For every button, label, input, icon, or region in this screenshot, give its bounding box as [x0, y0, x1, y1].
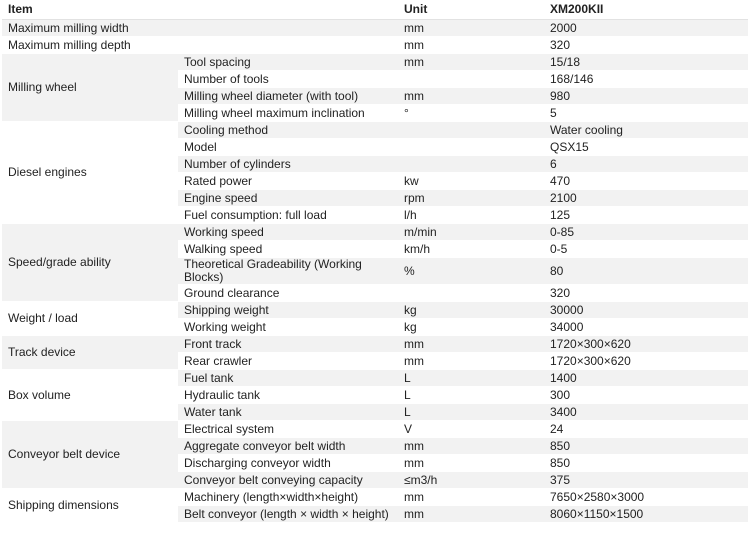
unit-cell: L: [398, 370, 544, 387]
header-row: [2, 0, 748, 20]
unit-cell: mm: [398, 20, 544, 37]
param-cell: Machinery (length×width×height): [178, 489, 398, 506]
value-cell: 30000: [544, 302, 748, 319]
param-cell: Discharging conveyor width: [178, 455, 398, 472]
param-cell: Water tank: [178, 404, 398, 421]
value-cell: 1720×300×620: [544, 336, 748, 353]
unit-cell: mm: [398, 438, 544, 455]
unit-cell: mm: [398, 455, 544, 472]
value-cell: 24: [544, 421, 748, 438]
param-cell: Working speed: [178, 224, 398, 241]
unit-cell: [398, 71, 544, 88]
spec-table: [2, 0, 748, 523]
value-cell: 470: [544, 173, 748, 190]
param-cell: Theoretical Gradeability (Working Blocks): [178, 258, 398, 285]
header-item: Item: [2, 0, 398, 20]
value-cell: 168/146: [544, 71, 748, 88]
group-cell: Weight / load: [2, 302, 178, 336]
param-cell: Front track: [178, 336, 398, 353]
unit-cell: %: [398, 258, 544, 285]
value-cell: 0-5: [544, 241, 748, 258]
group-cell: Milling wheel: [2, 54, 178, 122]
value-cell: 5: [544, 105, 748, 122]
unit-cell: mm: [398, 54, 544, 71]
unit-cell: mm: [398, 489, 544, 506]
value-cell: Water cooling: [544, 122, 748, 139]
value-cell: 80: [544, 258, 748, 285]
param-cell: Rated power: [178, 173, 398, 190]
value-cell: 850: [544, 455, 748, 472]
group-cell: Conveyor belt device: [2, 421, 178, 489]
value-cell: 7650×2580×3000: [544, 489, 748, 506]
unit-cell: kg: [398, 302, 544, 319]
group-cell: Box volume: [2, 370, 178, 421]
unit-cell: [398, 285, 544, 302]
unit-cell: L: [398, 404, 544, 421]
table-row: [2, 20, 748, 37]
param-cell: Rear crawler: [178, 353, 398, 370]
value-cell: 850: [544, 438, 748, 455]
unit-cell: [398, 122, 544, 139]
param-cell: Electrical system: [178, 421, 398, 438]
value-cell: 0-85: [544, 224, 748, 241]
header-unit: Unit: [398, 0, 544, 20]
unit-cell: [398, 156, 544, 173]
table-row: [2, 224, 748, 241]
table-row: [2, 54, 748, 71]
value-cell: 6: [544, 156, 748, 173]
param-cell: Ground clearance: [178, 285, 398, 302]
unit-cell: m/min: [398, 224, 544, 241]
unit-cell: kw: [398, 173, 544, 190]
value-cell: 320: [544, 285, 748, 302]
group-cell: Speed/grade ability: [2, 224, 178, 302]
unit-cell: ≤m3/h: [398, 472, 544, 489]
unit-cell: V: [398, 421, 544, 438]
unit-cell: l/h: [398, 207, 544, 224]
header-model: XM200KII: [544, 0, 748, 20]
table-row: [2, 122, 748, 139]
value-cell: 300: [544, 387, 748, 404]
value-cell: 320: [544, 37, 748, 54]
group-cell: Maximum milling depth: [2, 37, 398, 54]
param-cell: Number of cylinders: [178, 156, 398, 173]
value-cell: 1400: [544, 370, 748, 387]
param-cell: Walking speed: [178, 241, 398, 258]
table-row: [2, 336, 748, 353]
group-cell: Maximum milling width: [2, 20, 398, 37]
unit-cell: mm: [398, 336, 544, 353]
unit-cell: kg: [398, 319, 544, 336]
param-cell: Belt conveyor (length × width × height): [178, 506, 398, 523]
unit-cell: mm: [398, 506, 544, 523]
param-cell: Fuel consumption: full load: [178, 207, 398, 224]
param-cell: Number of tools: [178, 71, 398, 88]
group-cell: Track device: [2, 336, 178, 370]
value-cell: 34000: [544, 319, 748, 336]
param-cell: Tool spacing: [178, 54, 398, 71]
value-cell: QSX15: [544, 139, 748, 156]
table-row: [2, 421, 748, 438]
value-cell: 125: [544, 207, 748, 224]
table-row: [2, 302, 748, 319]
param-cell: Milling wheel diameter (with tool): [178, 88, 398, 105]
param-cell: Cooling method: [178, 122, 398, 139]
value-cell: 1720×300×620: [544, 353, 748, 370]
param-cell: Engine speed: [178, 190, 398, 207]
param-cell: Shipping weight: [178, 302, 398, 319]
param-cell: Hydraulic tank: [178, 387, 398, 404]
unit-cell: km/h: [398, 241, 544, 258]
group-cell: Diesel engines: [2, 122, 178, 224]
value-cell: 3400: [544, 404, 748, 421]
param-cell: Aggregate conveyor belt width: [178, 438, 398, 455]
value-cell: 2000: [544, 20, 748, 37]
unit-cell: mm: [398, 37, 544, 54]
unit-cell: rpm: [398, 190, 544, 207]
value-cell: 15/18: [544, 54, 748, 71]
table-row: [2, 370, 748, 387]
group-cell: Shipping dimensions: [2, 489, 178, 523]
unit-cell: °: [398, 105, 544, 122]
unit-cell: L: [398, 387, 544, 404]
table-row: [2, 37, 748, 54]
value-cell: 8060×1150×1500: [544, 506, 748, 523]
value-cell: 2100: [544, 190, 748, 207]
param-cell: Fuel tank: [178, 370, 398, 387]
unit-cell: mm: [398, 353, 544, 370]
table-row: [2, 489, 748, 506]
unit-cell: mm: [398, 88, 544, 105]
unit-cell: [398, 139, 544, 156]
value-cell: 375: [544, 472, 748, 489]
value-cell: 980: [544, 88, 748, 105]
param-cell: Milling wheel maximum inclination: [178, 105, 398, 122]
param-cell: Model: [178, 139, 398, 156]
param-cell: Working weight: [178, 319, 398, 336]
param-cell: Conveyor belt conveying capacity: [178, 472, 398, 489]
